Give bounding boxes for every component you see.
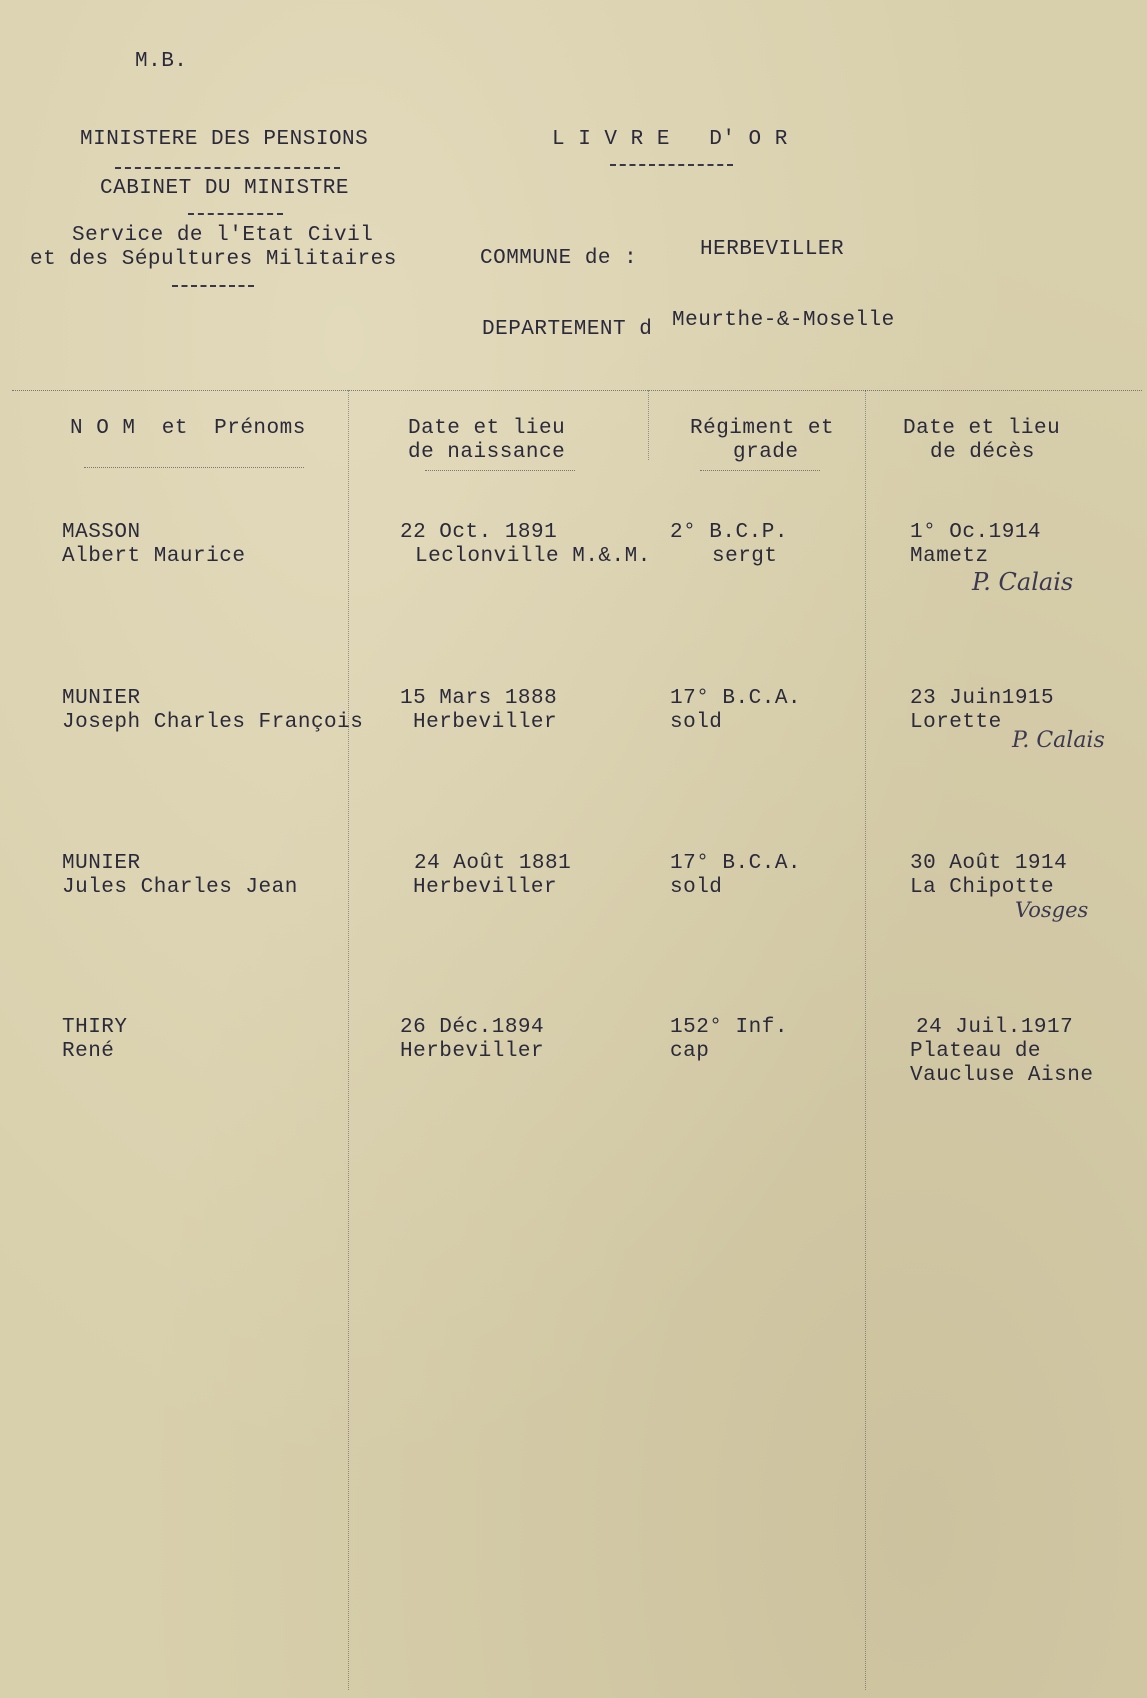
regiment: 17° B.C.A. xyxy=(670,687,802,710)
surname: MASSON xyxy=(62,521,141,544)
cabinet-title: CABINET DU MINISTRE xyxy=(100,177,349,200)
given-names: René xyxy=(62,1040,115,1063)
column-divider-1 xyxy=(348,390,349,1690)
birth-place: Leclonville M.&.M. xyxy=(415,545,651,568)
death-date: 1° Oc.1914 xyxy=(910,521,1042,544)
death-place: Lorette xyxy=(910,711,1002,734)
book-title: L I V R E D' O R xyxy=(552,128,788,151)
column-header-regiment-1: Régiment et xyxy=(690,417,835,440)
death-place: Mametz xyxy=(910,545,989,568)
surname: THIRY xyxy=(62,1016,128,1039)
birth-date: 22 Oct. 1891 xyxy=(400,521,558,544)
book-title-underline xyxy=(610,164,733,166)
grade: sold xyxy=(670,876,723,899)
column-header-regiment-underline xyxy=(700,470,820,471)
death-place: La Chipotte xyxy=(910,876,1055,899)
birth-date: 15 Mars 1888 xyxy=(400,687,558,710)
column-header-regiment-2: grade xyxy=(733,441,799,464)
death-date: 30 Août 1914 xyxy=(910,852,1068,875)
given-names: Jules Charles Jean xyxy=(62,876,298,899)
cabinet-underline xyxy=(188,213,283,215)
regiment: 2° B.C.P. xyxy=(670,521,788,544)
birth-place: Herbeviller xyxy=(413,876,558,899)
ministry-title: MINISTERE DES PENSIONS xyxy=(80,128,369,151)
birth-place: Herbeviller xyxy=(413,711,558,734)
column-header-birth-2: de naissance xyxy=(408,441,566,464)
departement-label: DEPARTEMENT d xyxy=(482,318,653,341)
column-header-name: N O M et Prénoms xyxy=(70,417,306,440)
handwritten-annotation: Vosges xyxy=(1015,898,1089,922)
grade: sold xyxy=(670,711,723,734)
given-names: Joseph Charles François xyxy=(62,711,364,734)
death-place: Plateau de xyxy=(910,1040,1042,1063)
ministry-underline xyxy=(115,167,340,169)
surname: MUNIER xyxy=(62,687,141,710)
column-divider-3 xyxy=(865,390,866,1690)
death-date: 24 Juil.1917 xyxy=(916,1016,1074,1039)
commune-label: COMMUNE de : xyxy=(480,247,638,270)
service-line-2: et des Sépultures Militaires xyxy=(30,248,397,271)
column-header-death-1: Date et lieu xyxy=(903,417,1061,440)
birth-date: 26 Déc.1894 xyxy=(400,1016,545,1039)
service-line-1: Service de l'Etat Civil xyxy=(72,224,374,247)
given-names: Albert Maurice xyxy=(62,545,246,568)
birth-date: 24 Août 1881 xyxy=(414,852,572,875)
surname: MUNIER xyxy=(62,852,141,875)
death-date: 23 Juin1915 xyxy=(910,687,1055,710)
column-divider-2 xyxy=(648,390,649,460)
column-header-birth-underline xyxy=(425,470,575,471)
table-top-rule xyxy=(12,390,1142,391)
commune-value: HERBEVILLER xyxy=(700,238,845,261)
grade: sergt xyxy=(712,545,778,568)
handwritten-annotation: P. Calais xyxy=(972,568,1074,596)
death-place-2: Vaucluse Aisne xyxy=(910,1064,1094,1087)
service-underline xyxy=(172,285,254,287)
birth-place: Herbeviller xyxy=(400,1040,545,1063)
column-header-birth-1: Date et lieu xyxy=(408,417,566,440)
grade: cap xyxy=(670,1040,710,1063)
column-header-name-underline xyxy=(84,467,304,468)
handwritten-annotation: P. Calais xyxy=(1012,728,1105,753)
regiment: 17° B.C.A. xyxy=(670,852,802,875)
regiment: 152° Inf. xyxy=(670,1016,788,1039)
column-header-death-2: de décès xyxy=(930,441,1035,464)
initials: M.B. xyxy=(135,50,188,73)
departement-value: Meurthe-&-Moselle xyxy=(672,309,895,332)
